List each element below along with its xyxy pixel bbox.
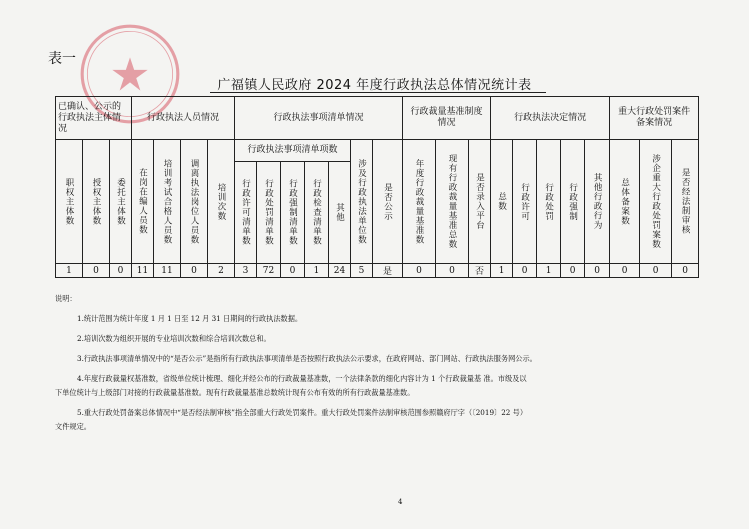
note-2: 2.培训次数为组织开展的专业培训次数和综合培训次数总和。 [77, 334, 271, 343]
col-header: 行政处罚 [543, 182, 554, 221]
col-header: 行政强制清单数 [287, 179, 298, 246]
note-1: 1.统计范围为统计年度 1 月 1 日至 12 月 31 日期间的行政执法数据。 [77, 314, 303, 323]
col-header: 总数 [496, 192, 507, 211]
table-cell: 11 [154, 264, 181, 278]
col-header: 是否录入平台 [474, 173, 485, 230]
col-header: 职权主体数 [64, 177, 74, 226]
table-row [56, 264, 699, 278]
note-4: 4.年度行政裁量权基准数，省级单位统计梳理、细化并经公布的行政裁量基准数，一个法律条款的细化内容计为 1 个行政裁量基 准。市级及以 [77, 374, 527, 383]
table-cell: 0 [83, 264, 110, 278]
table-cell: 5 [351, 264, 373, 278]
col-header: 涉及行政执法单位数 [356, 158, 367, 245]
table-cell: 1 [305, 264, 329, 278]
group-decisions: 行政执法决定情况 [491, 97, 610, 140]
note-5: 5.重大行政处罚备案总体情况中“是否经法制审核”指全部重大行政处罚案件。重大行政处罚案件法制审核范围参照赣府厅字（〔2019〕22 号） [77, 408, 528, 417]
col-header: 年度行政裁量基准数 [414, 158, 425, 245]
title-underline [210, 92, 546, 93]
table-cell: 0 [513, 264, 537, 278]
table-cell: 0 [436, 264, 469, 278]
table-cell: 2 [208, 264, 235, 278]
table-cell: 1 [537, 264, 561, 278]
table-cell: 24 [329, 264, 351, 278]
statistics-table [55, 96, 699, 278]
table-cell: 0 [181, 264, 208, 278]
table-cell: 1 [56, 264, 83, 278]
col-header: 其他行政行为 [592, 173, 603, 230]
col-header: 委托主体数 [115, 177, 126, 226]
table-cell: 0 [403, 264, 436, 278]
col-header: 调离执法岗位人员数 [189, 158, 199, 245]
table-cell: 是 [373, 264, 403, 278]
col-header: 行政许可清单数 [240, 179, 251, 246]
group-discretion: 行政裁量基准制度情况 [403, 97, 491, 140]
table-cell: 11 [132, 264, 154, 278]
note-4-cont: 下单位统计与上级部门对接的行政裁量基准数。现有行政裁量基准总数统计现有公布有效的所有行政裁量基准数。 [55, 388, 415, 397]
group-items: 行政执法事项清单情况 [235, 97, 403, 140]
col-header: 现有行政裁量基准总数 [447, 154, 458, 249]
col-header: 总体备案数 [619, 177, 630, 226]
col-header: 行政强制 [567, 182, 578, 221]
col-header: 是否经法制审核 [680, 168, 691, 235]
col-header: 培训考试合格人员数 [162, 158, 172, 245]
table-cell: 0 [610, 264, 640, 278]
col-header: 行政处罚清单数 [263, 179, 274, 246]
table-cell: 否 [469, 264, 491, 278]
notes-heading: 说明： [55, 294, 77, 303]
note-5-cont: 文件规定。 [55, 422, 91, 431]
col-header: 培训次数 [216, 182, 226, 221]
table-cell: 1 [491, 264, 513, 278]
table-cell: 0 [110, 264, 132, 278]
table-cell: 3 [235, 264, 257, 278]
table-cell: 0 [672, 264, 699, 278]
col-header: 授权主体数 [91, 177, 101, 226]
page-number: 4 [398, 498, 403, 506]
group-personnel: 行政执法人员情况 [132, 97, 235, 140]
col-header: 在岗在编人员数 [137, 168, 148, 235]
notes-section [55, 294, 705, 432]
table-cell: 72 [257, 264, 281, 278]
group-subject: 已确认、公示的行政执法主体情况 [56, 97, 132, 140]
table-cell: 0 [585, 264, 610, 278]
sub-items-group: 行政执法事项清单项数 [235, 140, 351, 162]
table-cell: 0 [561, 264, 585, 278]
doc-label: 表一 [48, 51, 76, 67]
col-header: 行政许可 [519, 182, 530, 221]
table-cell: 0 [640, 264, 672, 278]
col-header: 是否公示 [382, 182, 393, 221]
col-header: 其他 [334, 203, 345, 222]
group-major: 重大行政处罚案件备案情况 [610, 97, 699, 140]
note-3: 3.行政执法事项清单情况中的“是否公示”是指所有行政执法事项清单是否按照行政执法公示要求，在政府网站、部门网站、行政执法服务网公示。 [77, 354, 537, 363]
col-header: 行政检查清单数 [311, 179, 322, 246]
table-cell: 0 [281, 264, 305, 278]
page-title: 广福镇人民政府 2024 年度行政执法总体情况统计表 [217, 78, 532, 93]
col-header: 涉企重大行政处罚案数 [650, 154, 661, 249]
